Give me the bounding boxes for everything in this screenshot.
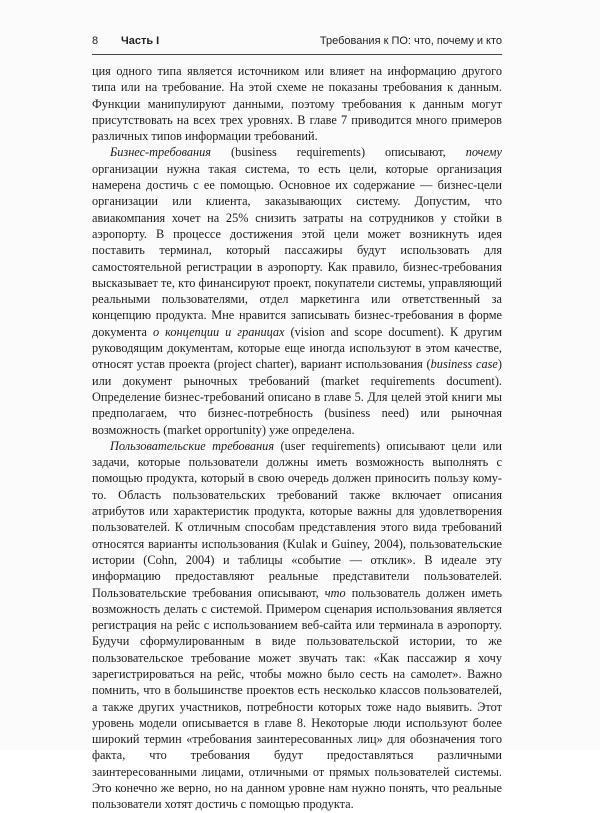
- text-run: организации нужна такая система, то есть цели, которые организация намерена достичь с ее помощью. Основное их содержание — бизнес-цели организации или клиента, заказывающих систему. Допустим, что авиакомпания хочет на 25% снизить затраты на сотрудников у стойки в аэропорту. В процессе достижения этой цели может возникнуть идея поставить терминал, который пассажиры будут использовать для самостоятельной регистрации в аэропорту. Как правило, бизнес-требования высказывает те, кто финансируют проект, покупатели системы, управляющий реальными пользователями, отдел маркетинга или ответственный за концепцию продукта. Мне нравится записывать бизнес-требования в форме документа: [92, 161, 502, 339]
- paragraph-business-requirements: [92, 144, 502, 437]
- paragraph-user-requirements: [92, 438, 502, 813]
- body-text: [92, 63, 502, 813]
- part-label: Часть I: [121, 35, 160, 47]
- emphasis-why: почему: [465, 145, 502, 160]
- term-user-requirements: Пользовательские требования: [110, 438, 275, 453]
- page-number: 8: [92, 35, 99, 47]
- text-run: (user requirements) описывают цели или задачи, которые пользователи должны иметь возможность выполнять с помощью продукта, который в свою очередь должен приносить пользу кому-то. Область пользовательских требований также включает описания атрибутов или характеристик продукта, которые важны для удовлетворения пользователей. К отличным способам представления этого вида требований относятся варианты использования (Kulak и Guiney, 2004), пользовательские истории (Cohn, 2004) и таблицы «событие — отклик». В идеале эту информацию предоставляют реальные представители пользователей. Пользовательские требования описывают,: [92, 438, 502, 600]
- text-run: (business requirements) описывают,: [211, 145, 466, 160]
- emphasis-vision-scope: о концепции и границах: [152, 324, 285, 339]
- text-run: (vision and scope document). К другим руководящим документам, которые еще иногда используют в этом качестве, относят устав проекта (project charter), вариант использования (: [92, 324, 502, 372]
- emphasis-what: что: [324, 585, 346, 600]
- term-business-requirements: Бизнес-требования: [110, 145, 212, 160]
- emphasis-business-case: business case: [430, 357, 498, 372]
- text-run: пользователь должен иметь возможность делать с системой. Примером сценария использования является регистрация на рейс с использованием веб-сайта или терминала в аэропорту. Будучи сформулированным в виде пользовательской истории, то же пользовательское требование может звучать так: «Как пассажир я хочу зарегистрироваться на рейс, чтобы можно было сесть на самолет». Важно помнить, что в большинстве проектов есть несколько классов пользователей, а также других участников, потребности которых тоже надо выявить. Этот уровень модели описывается в главе 8. Некоторые люди используют более широкий термин «требования заинтересованных лиц» для обозначения того факта, что требования будут предоставляться различными заинтересованными лицами, отличными от прямых пользователей системы. Это конечно же верно, но на данном уровне нам нужно понять, что реальные пользователи хотят достичь с помощью продукта.: [92, 585, 502, 812]
- text-run: ) или документ рыночных требований (market requirements document). Определение бизнес-требований описано в главе 5. Для целей этой книги мы предполагаем, что бизнес-потребность (business need) или рыночная возможность (market opportunity) уже определена.: [92, 357, 502, 437]
- header-divider: [92, 54, 502, 55]
- paragraph-continuation: ция одного типа является источником или влияет на информацию другого типа или на требование. На этой схеме не показаны требования к данным. Функции манипулируют данными, поэтому требования к данным могут присутствовать на всех трех уровнях. В главе 7 приводится много примеров различных типов информации требований.: [92, 64, 502, 144]
- page-header: [92, 33, 502, 49]
- running-title: Требования к ПО: что, почему и кто: [319, 35, 502, 47]
